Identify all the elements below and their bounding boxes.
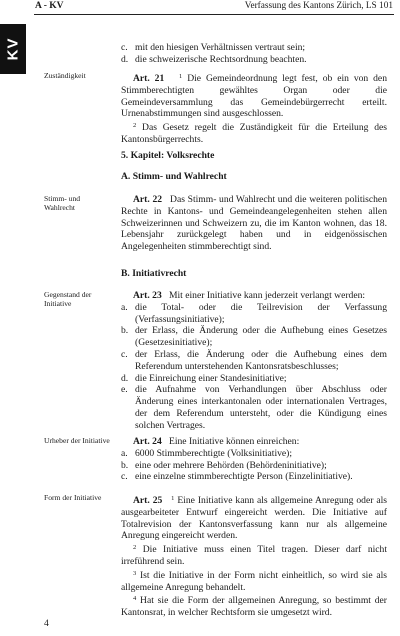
art21-p1-number: 1 <box>179 73 183 80</box>
list-item <box>121 448 387 460</box>
item-label: c. <box>121 42 128 53</box>
section-a-heading: A. Stimm- und Wahlrecht <box>121 171 227 182</box>
article-22 <box>121 194 387 253</box>
art25-p1-number: 1 <box>171 495 175 502</box>
art23-intro-text: Mit einer Initiative kann jederzeit verlangt werden: <box>168 290 366 301</box>
art21-p2-number: 2 <box>133 122 137 130</box>
item-text: der Erlass, die Änderung oder die Aufhebung eines dem Referendum unterstehenden Kantonsratsbeschlusses; <box>135 348 387 372</box>
list-item <box>121 54 387 66</box>
art23-intro <box>121 290 387 302</box>
list-item <box>121 460 387 472</box>
list-item <box>121 384 387 431</box>
side-note-urheber: Urheber der Initiative <box>44 436 110 445</box>
art21-paragraph-1 <box>121 71 387 120</box>
item-text: die Einreichung einer Standesinitiative; <box>135 372 287 384</box>
item-label: b. <box>121 325 129 337</box>
art21-paragraph-2 <box>121 120 387 146</box>
article-25 <box>121 493 387 619</box>
item-label: c. <box>121 471 128 483</box>
item-text: eine einzelne stimmberechtigte Person (Einzelinitiative). <box>135 471 353 483</box>
art21-label: Art. 21 <box>133 73 165 84</box>
art25-p1-text: Eine Initiative kann als allgemeine Anregung oder als ausgearbeiteter Entwurf eingereicht werden. Die Initiative auf Totalrevision der Kantonsverfassung kann nur als allgemeine Anregung eingereicht werden. <box>121 495 387 542</box>
item-text: 6000 Stimmberechtigte (Volksinitiative); <box>135 447 293 459</box>
page-number: 4 <box>44 618 49 629</box>
section-b-heading: B. Initiativrecht <box>121 268 187 279</box>
item-label: d. <box>121 53 129 65</box>
list-item <box>121 471 387 483</box>
art25-p3-text: Ist die Initiative in der Form nicht einheitlich, so wird sie als allgemeine Anregung behandelt. <box>121 569 387 593</box>
side-note-gegenstand: Gegenstand der Initiative <box>44 290 92 309</box>
art22-label: Art. 22 <box>133 194 163 205</box>
item-text: der Erlass, die Änderung oder die Aufhebung eines Gesetzes (Gesetzesinitiative); <box>135 325 387 349</box>
art25-p3-number: 3 <box>133 569 137 577</box>
item-label: d. <box>121 372 129 384</box>
side-note-form: Form der Initiative <box>44 493 102 502</box>
header-right: Verfassung des Kantons Zürich, LS 101 <box>244 1 393 11</box>
art25-paragraph-2 <box>121 542 387 568</box>
list-item <box>121 325 387 349</box>
art25-paragraph-4 <box>121 593 387 619</box>
art25-paragraph-1 <box>121 493 387 542</box>
article-23 <box>121 290 387 432</box>
art24-intro <box>121 436 387 448</box>
kv-tab-label: KV <box>4 37 22 61</box>
item-text: die schweizerische Rechtsordnung beachten. <box>135 53 307 65</box>
list-item <box>121 302 387 326</box>
item-text: mit den hiesigen Verhältnissen vertraut sein; <box>135 42 306 53</box>
side-note-zustaendigkeit: Zuständigkeit <box>44 71 86 80</box>
art25-paragraph-3 <box>121 568 387 594</box>
art25-p4-number: 4 <box>133 595 137 603</box>
list-item <box>121 373 387 385</box>
art25-label: Art. 25 <box>133 495 163 506</box>
list-item <box>121 42 387 54</box>
top-list <box>121 42 387 66</box>
chapter-heading: 5. Kapitel: Volksrechte <box>121 150 215 161</box>
art22-text: Das Stimm- und Wahlrecht und die weiteren politischen Rechte in Kantons- und Gemeindeangelegenheiten stehen allen Schweizerinnen und Schweizern zu, die im Kanton wohnen, das 18. Lebensjahr zurückgelegt haben und in eidgenössischen Angelegenheiten stimmberechtigt sind. <box>121 194 387 253</box>
item-label: c. <box>121 348 128 360</box>
list-item <box>121 349 387 373</box>
article-24 <box>121 436 387 483</box>
art21-p2-text: Das Gesetz regelt die Zuständigkeit für die Erteilung des Kantonsbürgerrechts. <box>121 122 387 145</box>
item-text: die Total- oder die Teilrevision der Verfassung (Verfassungsinitiative); <box>135 301 387 325</box>
art24-intro-text: Eine Initiative können einreichen: <box>168 436 300 447</box>
item-label: e. <box>121 384 128 396</box>
kv-tab <box>0 24 26 74</box>
side-note-stimm-wahlrecht: Stimm- und Wahlrecht <box>44 194 81 213</box>
header-left: A - KV <box>35 1 64 11</box>
art23-label: Art. 23 <box>133 290 162 301</box>
item-label: b. <box>121 459 129 471</box>
item-label: a. <box>121 301 128 313</box>
art25-p2-text: Die Initiative muss einen Titel tragen. Dieser darf nicht irreführend sein. <box>121 544 388 567</box>
art22-paragraph <box>121 194 387 253</box>
item-label: a. <box>121 447 128 459</box>
art25-p2-number: 2 <box>133 544 137 552</box>
art24-label: Art. 24 <box>133 436 162 447</box>
art21-p1-text: Die Gemeindeordnung legt fest, ob ein von den Stimmberechtigten gewähltes Organ oder die Gemeindeversammlung das Gemeindebürgerrecht erteilt. Urnenabstimmungen sind ausgeschlossen. <box>121 73 387 120</box>
item-text: die Aufnahme von Verhandlungen über Abschluss oder Änderung eines interkantonalen oder internationalen Vertrages, der dem Referendum untersteht, oder die Kündigung eines solchen Vertrages. <box>135 384 387 431</box>
item-text: eine oder mehrere Behörden (Behördeninitiative); <box>135 459 327 471</box>
article-21 <box>121 71 387 146</box>
header-rule <box>34 14 394 15</box>
art25-p4-text: Hat sie die Form der allgemeinen Anregung, so bestimmt der Kantonsrat, in welcher Rechtsform sie umgesetzt wird. <box>121 595 387 619</box>
